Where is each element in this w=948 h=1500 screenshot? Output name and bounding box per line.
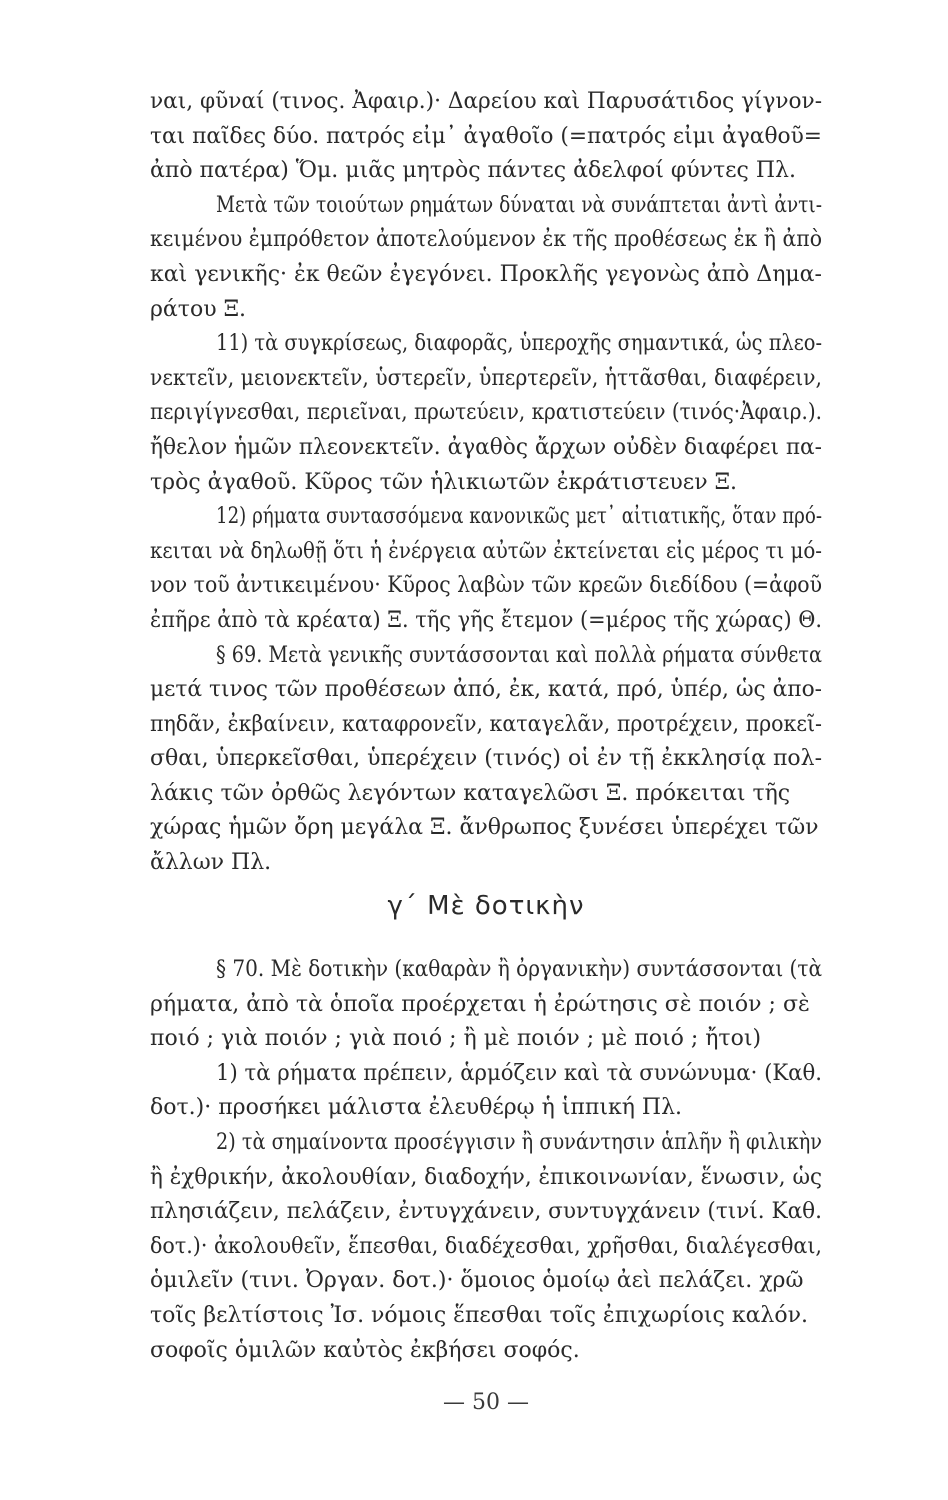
text-line: ἐπῆρε ἀπὸ τὰ κρέατα) Ξ. τῆς γῆς ἔτεμον (=μέρος τῆς χώρας) Θ.: [150, 607, 822, 633]
text-line: ποιό ; γιὰ ποιόν ; γιὰ ποιό ; ἢ μὲ ποιόν ; μὲ ποιό ; ἤτοι): [150, 1026, 762, 1052]
text-line: μετά τινος τῶν προθέσεων ἀπό, ἐκ, κατά, πρό, ὑπέρ, ὡς ἀπο-: [150, 677, 822, 703]
text-line: λάκις τῶν ὀρθῶς λεγόντων καταγελῶσι Ξ. πρόκειται τῆς: [150, 780, 791, 806]
section-heading: γ΄ Μὲ δοτικὴν: [387, 891, 585, 921]
text-line: ἢ ἐχθρικήν, ἀκολουθίαν, διαδοχήν, ἐπικοινωνίαν, ἕνωσιν, ὡς: [150, 1164, 822, 1190]
text-line: ἤθελον ἡμῶν πλεονεκτεῖν. ἀγαθὸς ἄρχων οὐδὲν διαφέρει πα-: [150, 434, 822, 460]
text-line: περιγίγνεσθαι, περιεῖναι, πρωτεύειν, κρατιστεύειν (τινός·Ἀφαιρ.).: [150, 400, 822, 426]
text-line: πλησιάζειν, πελάζειν, ἐντυγχάνειν, συντυγχάνειν (τινί. Καθ.: [150, 1199, 822, 1225]
text-line: χώρας ἡμῶν ὄρη μεγάλα Ξ. ἄνθρωπος ξυνέσει ὑπερέχει τῶν: [150, 815, 819, 841]
text-line: πηδᾶν, ἐκβαίνειν, καταφρονεῖν, καταγελᾶν, προτρέχειν, προκεῖ-: [150, 711, 822, 737]
text-line: ράτου Ξ.: [150, 296, 247, 322]
text-line: δοτ.)· ἀκολουθεῖν, ἕπεσθαι, διαδέχεσθαι, χρῆσθαι, διαλέγεσθαι,: [150, 1233, 822, 1259]
text-line: Μετὰ τῶν τοιούτων ρημάτων δύναται νὰ συνάπτεται ἀντὶ ἀντι-: [216, 192, 822, 218]
text-line: δοτ.)· προσήκει μάλιστα ἐλευθέρῳ ἡ ἱππική Πλ.: [150, 1095, 683, 1121]
text-line: ρήματα, ἀπὸ τὰ ὁποῖα προέρχεται ἡ ἐρώτησις σὲ ποιόν ; σὲ: [150, 991, 810, 1017]
dative-section-text: [150, 953, 822, 1368]
text-line: ἀπὸ πατέρα) Ὅμ. μιᾶς μητρὸς πάντες ἀδελφοί φύντες Πλ.: [150, 158, 796, 184]
text-line: ται παῖδες δύο. πατρός εἰμ᾽ ἀγαθοῖο (=πατρός εἰμι ἀγαθοῦ=: [150, 123, 822, 149]
text-line: σθαι, ὑπερκεῖσθαι, ὑπερέχειν (τινός) οἱ ἐν τῇ ἐκκλησίᾳ πολ-: [150, 746, 822, 772]
text-line: τοῖς βελτίστοις Ἰσ. νόμοις ἕπεσθαι τοῖς ἐπιχωρίοις καλόν.: [150, 1302, 808, 1328]
text-line: § 69. Μετὰ γενικῆς συντάσσονται καὶ πολλὰ ρήματα σύνθετα: [216, 642, 822, 668]
text-line: 1) τὰ ρήματα πρέπειν, ἁρμόζειν καὶ τὰ συνώνυμα· (Καθ.: [216, 1060, 822, 1086]
text-line: σοφοῖς ὁμιλῶν καὐτὸς ἐκβήσει σοφός.: [150, 1337, 580, 1363]
text-line: κειμένου ἐμπρόθετον ἀποτελούμενον ἐκ τῆς προθέσεως ἐκ ἢ ἀπὸ: [150, 227, 822, 253]
text-line: ἄλλων Πλ.: [150, 850, 272, 876]
text-line: κειται νὰ δηλωθῇ ὅτι ἡ ἐνέργεια αὐτῶν ἐκτείνεται εἰς μέρος τι μό-: [150, 538, 822, 564]
text-line: ὁμιλεῖν (τινι. Ὀργαν. δοτ.)· ὅμοιος ὁμοίῳ ἀεὶ πελάζει. χρῶ: [150, 1268, 804, 1294]
text-line: ναι, φῦναί (τινος. Ἀφαιρ.)· Δαρείου καὶ Παρυσάτιδος γίγνον-: [150, 89, 822, 114]
text-line: § 70. Μὲ δοτικὴν (καθαρὰν ἢ ὀργανικὴν) συντάσσονται (τὰ: [216, 957, 822, 982]
page-number: — 50 —: [443, 1390, 529, 1415]
text-line: 12) ρήματα συντασσόμενα κανονικῶς μετ᾽ αἰτιατικῆς, ὅταν πρό-: [216, 504, 822, 530]
text-line: τρὸς ἀγαθοῦ. Κῦρος τῶν ἡλικιωτῶν ἐκράτιστευεν Ξ.: [150, 469, 738, 495]
text-line: νεκτεῖν, μειονεκτεῖν, ὑστερεῖν, ὑπερτερεῖν, ἡττᾶσθαι, διαφέρειν,: [150, 365, 822, 391]
text-line: 11) τὰ συγκρίσεως, διαφορᾶς, ὑπεροχῆς σημαντικά, ὡς πλεο-: [216, 331, 822, 357]
genitive-section-text: [150, 85, 822, 881]
text-line: νον τοῦ ἀντικειμένου· Κῦρος λαβὼν τῶν κρεῶν διεδίδου (=ἀφοῦ: [150, 573, 822, 599]
text-line: καὶ γενικῆς· ἐκ θεῶν ἐγεγόνει. Προκλῆς γεγονὼς ἀπὸ Δημα-: [150, 261, 822, 287]
text-line: 2) τὰ σημαίνοντα προσέγγισιν ἢ συνάντησιν ἁπλῆν ἢ φιλικὴν: [216, 1129, 822, 1155]
